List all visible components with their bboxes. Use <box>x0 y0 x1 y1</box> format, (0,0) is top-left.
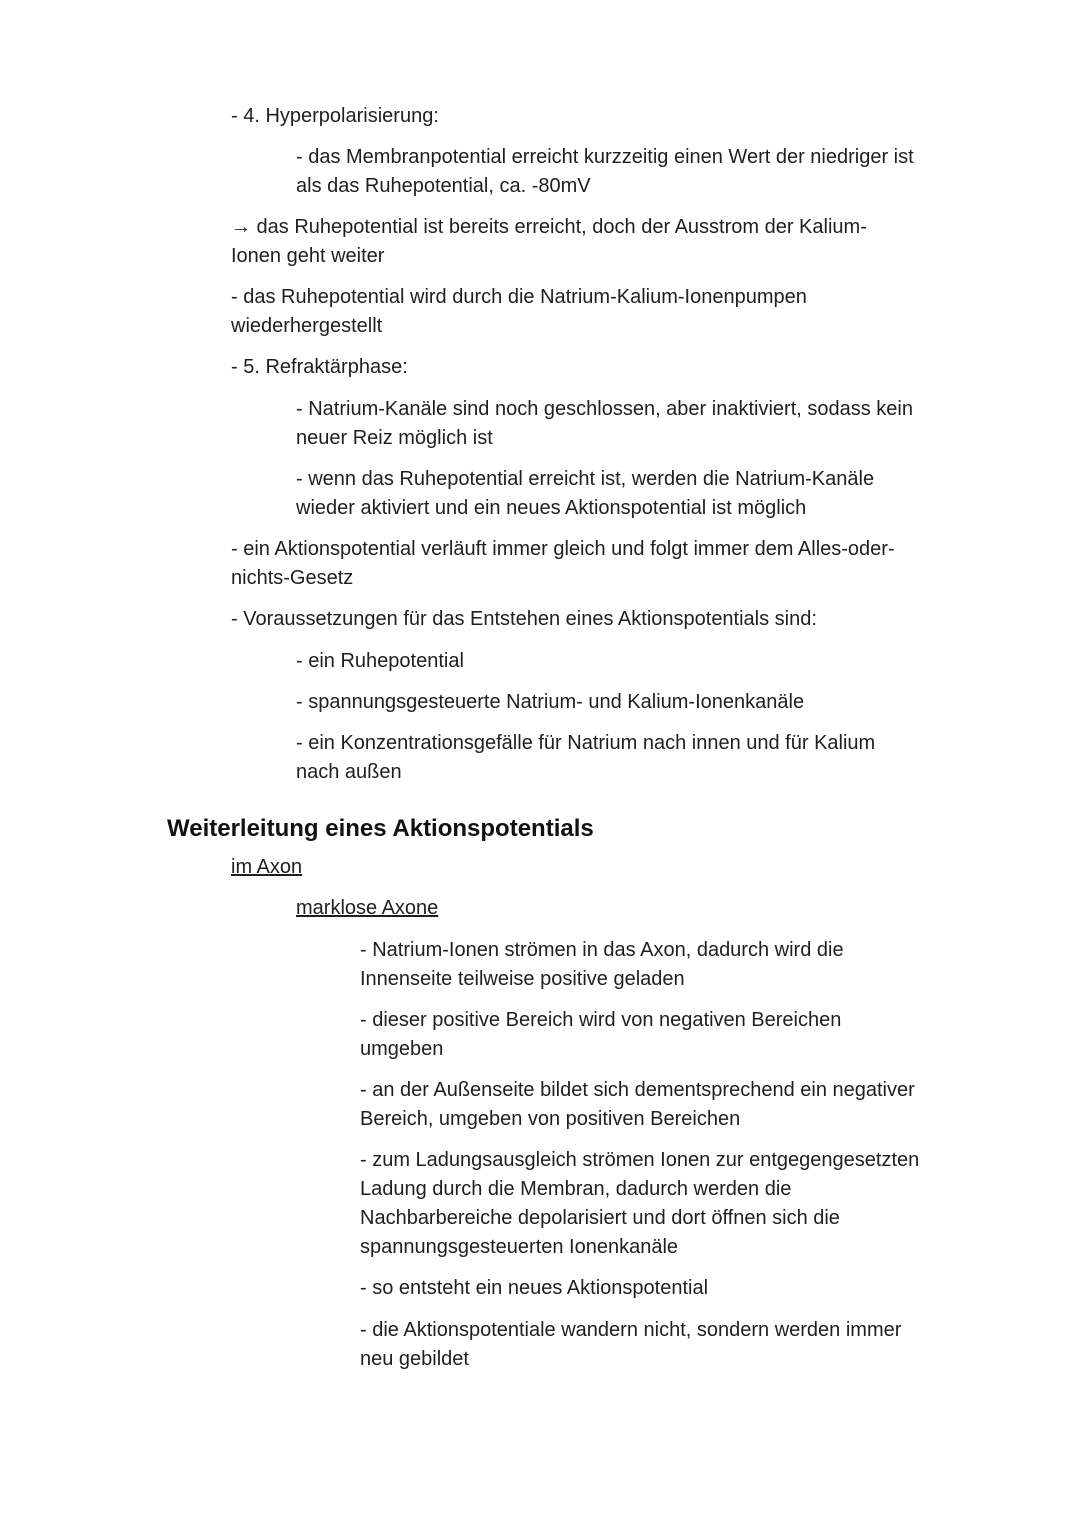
marklos-p1-line1: - Natrium-Ionen strömen in das Axon, dadurch wird die <box>360 939 844 961</box>
marklos-p5-line1: - so entsteht ein neues Aktionspotential <box>360 1277 709 1299</box>
refraktaer-title: - 5. Refraktärphase: <box>231 356 408 378</box>
subsubheading-marklose-axone: marklose Axone <box>296 897 439 919</box>
refraktaer-point1-line2: neuer Reiz möglich ist <box>296 427 493 449</box>
marklos-p2-line1: - dieser positive Bereich wird von negativen Bereichen <box>360 1009 842 1031</box>
hyperpolarisierung-title: - 4. Hyperpolarisierung: <box>231 105 439 127</box>
voraussetzungen-title: - Voraussetzungen für das Entstehen eines Aktionspotentials sind: <box>231 608 817 630</box>
voraussetzungen-item3-line2: nach außen <box>296 761 402 783</box>
hyperpolarisierung-point1-line1: - das Membranpotential erreicht kurzzeitig einen Wert der niedriger ist <box>296 146 914 168</box>
alles-oder-nichts-line1: - ein Aktionspotential verläuft immer gleich und folgt immer dem Alles-oder- <box>231 538 895 560</box>
marklos-p6-line1: - die Aktionspotentiale wandern nicht, sondern werden immer <box>360 1319 902 1341</box>
marklos-p3-line1: - an der Außenseite bildet sich dementsprechend ein negativer <box>360 1079 915 1101</box>
marklos-p1-line2: Innenseite teilweise positive geladen <box>360 968 685 990</box>
marklos-p4-line4: spannungsgesteuerten Ionenkanäle <box>360 1236 679 1258</box>
voraussetzungen-item1: - ein Ruhepotential <box>296 650 464 672</box>
marklos-p4-line1: - zum Ladungsausgleich strömen Ionen zur entgegengesetzten <box>360 1149 920 1171</box>
marklos-p4-line2: Ladung durch die Membran, dadurch werden die <box>360 1178 792 1200</box>
note-pump-line1: - das Ruhepotential wird durch die Natrium-Kalium-Ionenpumpen <box>231 286 807 308</box>
voraussetzungen-item3-line1: - ein Konzentrationsgefälle für Natrium nach innen und für Kalium <box>296 732 876 754</box>
alles-oder-nichts-line2: nichts-Gesetz <box>231 567 354 589</box>
note-arrow-line1: → das Ruhepotential ist bereits erreicht, doch der Ausstrom der Kalium- <box>231 216 867 238</box>
marklos-p3-line2: Bereich, umgeben von positiven Bereichen <box>360 1108 741 1130</box>
refraktaer-point2-line2: wieder aktiviert und ein neues Aktionspotential ist möglich <box>296 497 807 519</box>
marklos-p4-line3: Nachbarbereiche depolarisiert und dort öffnen sich die <box>360 1207 840 1229</box>
note-arrow-line2: Ionen geht weiter <box>231 245 385 267</box>
note-pump-line2: wiederhergestellt <box>231 315 383 337</box>
subheading-im-axon: im Axon <box>231 856 303 878</box>
voraussetzungen-item2: - spannungsgesteuerte Natrium- und Kalium-Ionenkanäle <box>296 691 805 713</box>
marklos-p6-line2: neu gebildet <box>360 1348 469 1370</box>
marklos-p2-line2: umgeben <box>360 1038 444 1060</box>
refraktaer-point2-line1: - wenn das Ruhepotential erreicht ist, werden die Natrium-Kanäle <box>296 468 875 490</box>
section-heading: Weiterleitung eines Aktionspotentials <box>167 815 594 842</box>
refraktaer-point1-line1: - Natrium-Kanäle sind noch geschlossen, aber inaktiviert, sodass kein <box>296 398 913 420</box>
hyperpolarisierung-point1-line2: als das Ruhepotential, ca. -80mV <box>296 175 591 197</box>
